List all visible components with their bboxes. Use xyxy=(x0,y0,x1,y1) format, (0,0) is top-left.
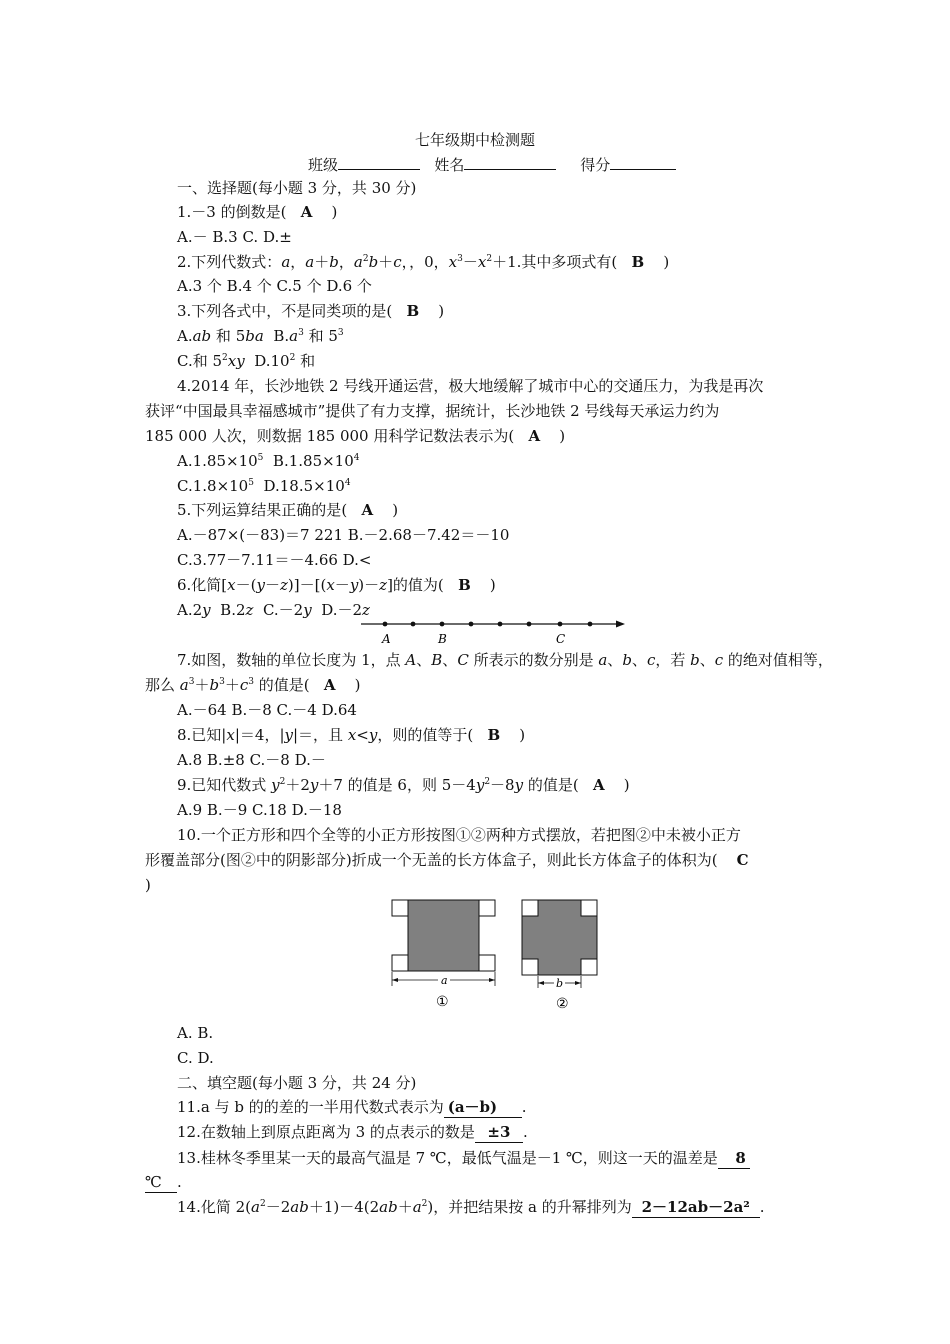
paren-close: ) xyxy=(663,253,670,271)
paren-close: ) xyxy=(489,576,496,594)
paren-close: ) xyxy=(331,203,338,221)
question-13-unit: ℃ xyxy=(145,1172,177,1193)
name-label: 姓名 xyxy=(434,156,465,174)
paren-close: ) xyxy=(519,726,526,744)
paren-close: ) xyxy=(392,501,399,519)
question-10-answer: C xyxy=(736,851,749,869)
question-14-answer[interactable]: 2－12ab－2a² xyxy=(632,1197,760,1218)
question-2-stem: 2.下列代数式： xyxy=(177,253,282,271)
arrow-left-icon xyxy=(392,978,398,982)
page-title: 七年级期中检测题 xyxy=(414,131,535,149)
number-line-arrow-icon xyxy=(616,621,625,628)
question-10-stem: 形覆盖部分(图②中的阴影部分)折成一个无盖的长方体盒子，则此长方体盒子的体积为( xyxy=(145,851,718,869)
number-line-tick xyxy=(588,622,593,627)
score-blank[interactable] xyxy=(610,155,676,170)
paren-close: ) xyxy=(623,776,630,794)
number-line-tick xyxy=(498,622,503,627)
figure-2-var: b xyxy=(556,977,564,990)
figure-2-small-square xyxy=(581,959,597,975)
question-5-stem: 5.下列运算结果正确的是( xyxy=(177,501,348,519)
label-c: C xyxy=(556,632,566,646)
period: . xyxy=(759,1198,765,1216)
question-1-answer: A xyxy=(300,203,313,221)
period: . xyxy=(521,1098,527,1116)
number-line-point-a xyxy=(383,622,388,627)
arrow-right-icon xyxy=(575,981,581,985)
name-blank[interactable] xyxy=(464,155,556,170)
paren-close: ) xyxy=(559,427,566,445)
question-9-options: A.9 B.－9 C.18 D.－18 xyxy=(177,801,342,819)
question-4-answer: A xyxy=(528,427,541,445)
question-12-stem: 12.在数轴上到原点距离为 3 的点表示的数是 xyxy=(177,1123,475,1141)
question-7-answer: A xyxy=(323,676,336,694)
question-1 xyxy=(177,202,337,222)
question-2: 2.下列代数式：a，a＋b，$a^2b+c$，，0，$x^3-x^2+1$.其中多项式有( B ) xyxy=(177,253,670,271)
label-b: B xyxy=(438,632,447,646)
paren-close: ) xyxy=(438,302,445,320)
section-2-heading: 二、填空题(每小题 3 分，共 24 分) xyxy=(177,1074,417,1092)
figure-1-large-square xyxy=(408,900,479,971)
question-5-options-ab: A.－87×(－83)＝7 221 B.－2.68－7.42＝－10 xyxy=(177,526,510,544)
class-label: 班级 xyxy=(308,156,339,174)
arrow-left-icon xyxy=(538,981,544,985)
figure-1-small-square xyxy=(392,955,408,971)
question-6-answer: B xyxy=(458,576,471,594)
question-8: 8.已知|x|＝4，|y|＝，且 x<y，则的值等于( B ) xyxy=(177,726,526,744)
question-10-line-2 xyxy=(145,850,749,870)
question-7-line-2: 那么 $a^3+b^3+c^3$ 的值是( A ) xyxy=(145,676,361,694)
question-6-options: A.2y B.2z C.－2y D.－2z xyxy=(177,601,370,619)
number-line-tick xyxy=(469,622,474,627)
question-3-answer: B xyxy=(406,302,420,320)
question-4-line-2: 获评“中国最具幸福感城市”提供了有力支撑，据统计，长沙地铁 2 号线每天承运力约为 xyxy=(145,402,720,420)
question-11 xyxy=(177,1097,527,1118)
square-figures xyxy=(388,894,610,1014)
question-9-answer: A xyxy=(593,776,605,794)
score-label: 得分 xyxy=(580,156,611,174)
question-7-line-1: 7.如图，数轴的单位长度为 1，点 A、B、C 所表示的数分别是 a、b、c，若 b、c 的绝对值相等， xyxy=(177,651,833,669)
question-11-answer[interactable]: (a－b) xyxy=(444,1097,522,1118)
question-4-options-cd: $C.1.8\times 10^5$ $D.18.5\times 10^4$ xyxy=(177,477,351,495)
student-info-row xyxy=(308,154,676,175)
question-3-stem: 3.下列各式中，不是同类项的是( xyxy=(177,302,393,320)
question-2-options: A.3 个 B.4 个 C.5 个 D.6 个 xyxy=(177,277,372,295)
question-4-options-ab: $A.1.85\times 10^5$ $B.1.85\times 10^4$ xyxy=(177,452,360,470)
question-1-options: A.－ B.3 C. D.± xyxy=(177,228,292,246)
arrow-right-icon xyxy=(489,978,495,982)
figure-1-label: ① xyxy=(436,994,449,1010)
period: . xyxy=(177,1173,182,1191)
question-10-options-cd: C. D. xyxy=(177,1049,214,1067)
figure-1-var: a xyxy=(441,974,448,987)
question-8-answer: B xyxy=(487,726,501,744)
question-12-answer[interactable]: ±3 xyxy=(475,1122,523,1143)
period: . xyxy=(522,1123,528,1141)
figure-2-small-square xyxy=(581,900,597,916)
question-14-stem: ，并把结果按 a 的升幂排列为 xyxy=(433,1198,632,1216)
figure-2-small-square xyxy=(522,959,538,975)
question-3 xyxy=(177,301,444,321)
figure-1-small-square xyxy=(392,900,408,916)
question-9: 9.已知代数式 $y^2+2y+7$ 的值是 6，则 $5-4y^2-8y$ 的值是( A ) xyxy=(177,776,630,794)
paren-close: ) xyxy=(145,876,151,894)
number-line-point-c xyxy=(558,622,563,627)
question-2-answer: B xyxy=(631,253,645,271)
label-a: A xyxy=(382,632,391,646)
number-line-tick xyxy=(411,622,416,627)
question-1-stem: 1.－3 的倒数是( xyxy=(177,203,287,221)
question-10-options-ab: A. B. xyxy=(177,1024,214,1042)
number-line-tick xyxy=(527,622,532,627)
question-4-stem: 185 000 人次，则数据 185 000 用科学记数法表示为( xyxy=(145,427,515,445)
number-line-point-b xyxy=(440,622,445,627)
question-5-options-cd: C.3.77－7.11＝－4.66 D.< xyxy=(177,551,372,569)
question-2-stem-end: .其中多项式有( xyxy=(516,253,618,271)
question-14: 14.化简 $2(a^2-2ab+1)-4(2ab+a^2)$，并把结果按 a 的升幂排列为 2－12ab－2a² . xyxy=(177,1198,765,1216)
question-12 xyxy=(177,1122,528,1143)
figure-2-small-square xyxy=(522,900,538,916)
question-5 xyxy=(177,500,398,520)
question-4-line-3 xyxy=(145,426,565,446)
question-10-line-1: 10.一个正方形和四个全等的小正方形按图①②两种方式摆放，若把图②中未被小正方 xyxy=(177,826,741,844)
question-3-options-ab: A.ab 和 5ba $B.a^3$ 和 $5^3$ xyxy=(177,327,344,345)
question-7-options: A.－64 B.－8 C.－4 D.64 xyxy=(177,701,357,719)
question-5-answer: A xyxy=(361,501,374,519)
question-13-line-2 xyxy=(145,1172,182,1193)
question-4-line-1: 4.2014 年，长沙地铁 2 号线开通运营，极大地缓解了城市中心的交通压力，为我是再次 xyxy=(177,377,764,395)
question-8-options: A.8 B.±8 C.－8 D.－ xyxy=(177,751,326,769)
figure-1-small-square xyxy=(479,955,495,971)
class-blank[interactable] xyxy=(338,155,420,170)
question-13-stem: 13.桂林冬季里某一天的最高气温是 7 ℃，最低气温是－1 ℃，则这一天的温差是 xyxy=(177,1149,718,1167)
paren-close: ) xyxy=(354,676,361,694)
question-11-stem: 11.a 与 b 的的差的一半用代数式表示为 xyxy=(177,1098,444,1116)
question-6: 6.化简[x－(y－z)]－[(x－y)－z]的值为( B ) xyxy=(177,576,496,594)
figure-1-small-square xyxy=(479,900,495,916)
question-13-line-1 xyxy=(177,1148,750,1169)
section-1-heading: 一、选择题(每小题 3 分，共 30 分) xyxy=(177,179,417,197)
question-3-options-cd: C.和 $5^2xy$ $D.10^2$ 和 xyxy=(177,352,316,370)
question-13-answer[interactable]: 8 xyxy=(718,1148,750,1169)
number-line-figure xyxy=(355,614,635,648)
figure-2-label: ② xyxy=(556,996,569,1012)
